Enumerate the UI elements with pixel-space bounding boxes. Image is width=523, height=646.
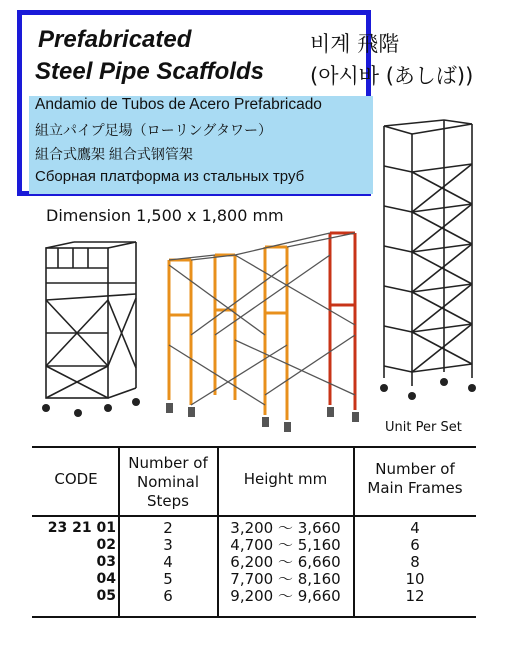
code-column: [38, 520, 116, 605]
dimension-label: Dimension 1,500 x 1,800 mm: [46, 206, 284, 225]
table-row-steps: 6: [163, 587, 173, 605]
table-row-code: 04: [96, 571, 116, 587]
table-bottom-rule: [32, 616, 476, 618]
korean-title-1: 비계 飛階: [310, 32, 400, 56]
table-row-code: 02: [96, 537, 116, 553]
tall-tower-image: [372, 116, 482, 404]
rolling-tower-image: [38, 238, 148, 418]
table-row-steps: 4: [163, 553, 173, 571]
height-column: [218, 520, 353, 605]
unit-label: Unit Per Set: [385, 420, 462, 435]
title-line-1: Prefabricated: [38, 26, 192, 53]
table-row-height: 3,200 ～ 3,660: [230, 519, 341, 537]
header-steps-line: Number of: [128, 454, 208, 472]
header-frames-line: Number of: [375, 460, 455, 478]
table-header-rule: [32, 515, 476, 517]
table-row-frames: 12: [405, 587, 425, 605]
russian-name: Сборная платформа из стальных труб: [35, 168, 305, 185]
header-steps-line: Nominal: [136, 473, 200, 491]
header-code: CODE: [54, 470, 98, 488]
table-row-steps: 3: [163, 536, 173, 554]
title-line-2: Steel Pipe Scaffolds: [35, 58, 264, 85]
header-frames: [354, 460, 476, 498]
steps-column: [119, 520, 217, 605]
table-row-code: 05: [96, 588, 116, 604]
table-row-frames: 6: [410, 536, 420, 554]
table-row-frames: 4: [410, 519, 420, 537]
table-row-height: 4,700 ～ 5,160: [230, 536, 341, 554]
table-row-steps: 2: [163, 519, 173, 537]
table-row-code: 03: [96, 554, 116, 570]
table-row-code: 23 21 01: [47, 520, 116, 536]
header-steps-line: Steps: [147, 492, 189, 510]
frame-scaffold-image: [155, 225, 370, 440]
header-steps: [119, 454, 217, 511]
header-frames-line: Main Frames: [367, 479, 463, 497]
table-row-frames: 10: [405, 570, 425, 588]
table-row-steps: 5: [163, 570, 173, 588]
chinese-name: 組合式鷹架 組合式钢管架: [35, 146, 193, 162]
table-row-height: 6,200 ～ 6,660: [230, 553, 341, 571]
japanese-name: 組立パイプ足場（ローリングタワー）: [35, 122, 273, 138]
header-height: Height mm: [243, 470, 328, 488]
spanish-name: Andamio de Tubos de Acero Prefabricado: [35, 96, 322, 113]
table-row-height: 7,700 ～ 8,160: [230, 570, 341, 588]
frames-column: [354, 520, 476, 605]
korean-title-2: (아시바 (あしば)): [310, 64, 474, 88]
table-top-rule: [32, 446, 476, 448]
table-row-frames: 8: [410, 553, 420, 571]
table-row-height: 9,200 ～ 9,660: [230, 587, 341, 605]
